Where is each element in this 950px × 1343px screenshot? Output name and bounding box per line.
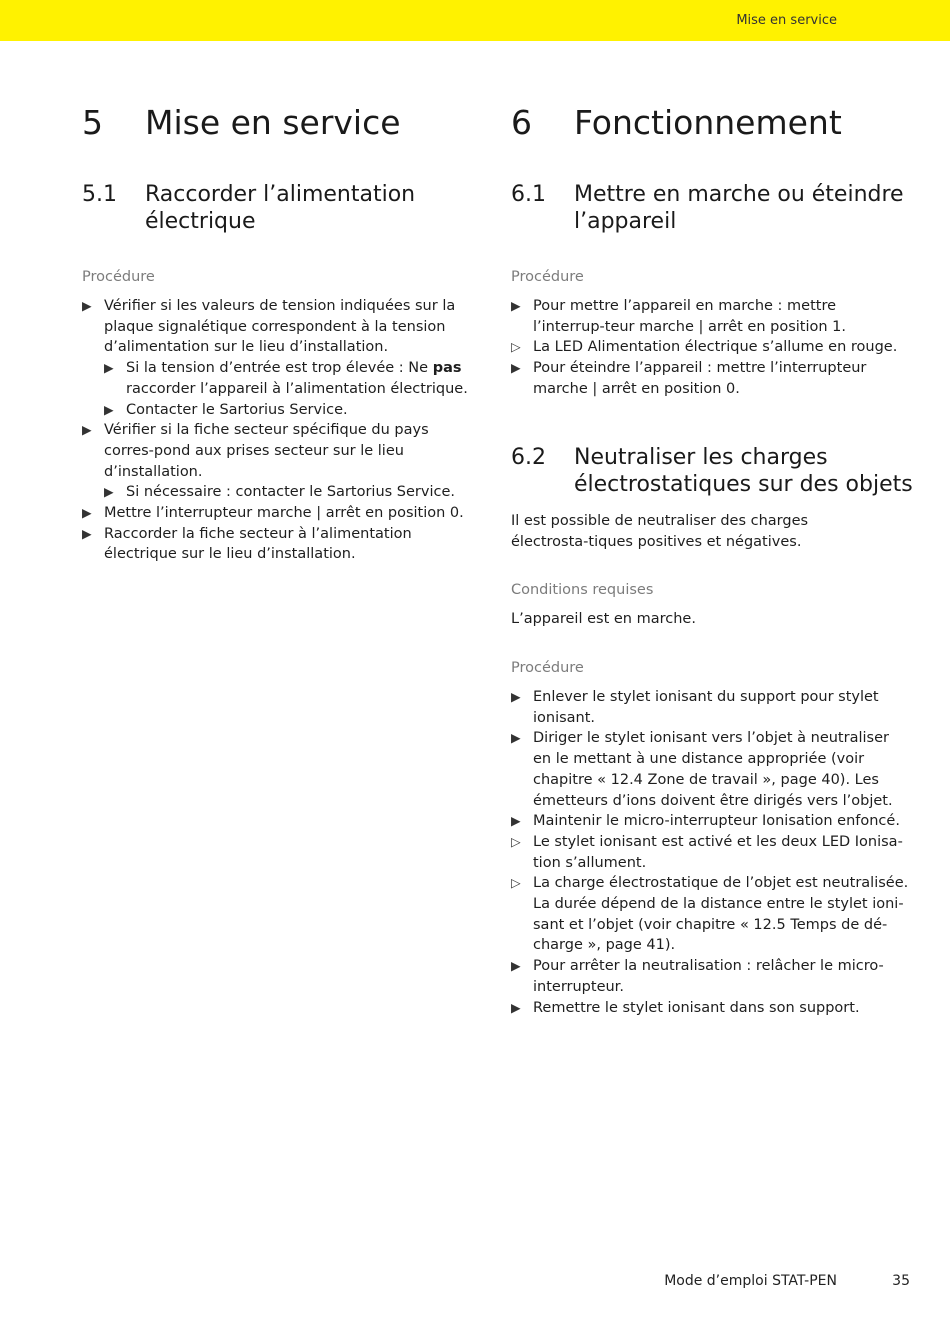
list-item (511, 956, 911, 997)
list-item-text: Pour mettre l’appareil en marche : mettre l’interrup-teur marche | arrêt en position 1. (533, 298, 847, 335)
section-title: Mettre en marche ou éteindre l’appareil (574, 182, 904, 234)
action-arrow-icon: ▶ (104, 360, 114, 376)
header-section-title: Mise en service (736, 13, 837, 28)
action-arrow-icon: ▶ (82, 422, 92, 438)
list-item (511, 998, 911, 1019)
action-arrow-icon: ▶ (511, 689, 521, 704)
list-item-text: Si nécessaire : contacter le Sartorius Service. (126, 484, 455, 501)
procedure-label: Procédure (82, 269, 155, 285)
list-item (511, 811, 911, 832)
section-number: 5.1 (82, 182, 117, 207)
action-arrow-icon: ▶ (104, 401, 114, 417)
action-arrow-icon: ▶ (511, 730, 521, 746)
list-item-text: Enlever le stylet ionisant du support pour stylet ionisant. (533, 689, 879, 726)
list-item (82, 482, 480, 503)
action-arrow-icon: ▶ (511, 298, 521, 313)
result-arrow-icon: ▷ (511, 833, 521, 849)
procedure-list (511, 296, 909, 400)
section-title: Neutraliser les charges électrostatiques sur des objets (574, 445, 913, 497)
footer-document-title: Mode d’emploi STAT-PEN (664, 1273, 837, 1289)
list-item (82, 358, 480, 399)
list-item (511, 358, 909, 399)
list-item (82, 524, 480, 565)
action-arrow-icon: ▶ (82, 505, 92, 521)
conditions-label: Conditions requises (511, 582, 654, 598)
list-item-text: Si la tension d’entrée est trop élevée : Ne (126, 360, 433, 377)
list-item (82, 503, 480, 524)
list-item-text: Vérifier si les valeurs de tension indiquées sur la plaque signalétique correspondent à la tension d’alimentation sur le lieu d’installation. (104, 298, 456, 356)
action-arrow-icon: ▶ (511, 958, 521, 974)
list-item-text: Raccorder la fiche secteur à l’alimentation électrique sur le lieu d’installation. (104, 525, 412, 563)
action-arrow-icon: ▶ (511, 813, 521, 829)
chapter-number: 6 (511, 103, 532, 142)
section-number: 6.1 (511, 182, 546, 207)
list-item (511, 832, 911, 873)
list-item-text: Remettre le stylet ionisant dans son support. (533, 999, 860, 1016)
list-item-text: raccorder l’appareil à l’alimentation électrique. (126, 380, 468, 397)
list-item-text: Vérifier si la fiche secteur spécifique du pays corres-pond aux prises secteur sur le lieu d’installation. (104, 422, 429, 480)
procedure-list (82, 296, 480, 565)
emphasis-text: pas (432, 360, 462, 377)
list-item (82, 400, 480, 421)
list-item (511, 337, 909, 358)
page-number: 35 (892, 1273, 910, 1289)
list-item-text: Pour arrêter la neutralisation : relâcher le micro-interrupteur. (533, 958, 884, 995)
list-item (511, 728, 911, 811)
result-arrow-icon: ▷ (511, 339, 521, 355)
result-arrow-icon: ▷ (511, 875, 521, 891)
list-item-text: Pour éteindre l’appareil : mettre l’interrupteur marche | arrêt en position 0. (533, 360, 867, 397)
action-arrow-icon: ▶ (82, 298, 92, 313)
chapter-number: 5 (82, 103, 103, 142)
list-item-text: La LED Alimentation électrique s’allume en rouge. (533, 339, 898, 356)
list-item (511, 687, 911, 728)
list-item-text: Le stylet ionisant est activé et les deux LED Ionisa-tion s’allument. (533, 833, 903, 871)
list-item (82, 296, 480, 358)
procedure-label: Procédure (511, 660, 584, 676)
action-arrow-icon: ▶ (82, 525, 92, 541)
action-arrow-icon: ▶ (511, 360, 521, 376)
action-arrow-icon: ▶ (511, 999, 521, 1015)
chapter-title: Fonctionnement (574, 103, 842, 142)
list-item (82, 420, 480, 482)
action-arrow-icon: ▶ (104, 484, 114, 500)
list-item (511, 296, 909, 337)
list-item-text: Contacter le Sartorius Service. (126, 401, 348, 418)
header-bar (0, 0, 950, 41)
chapter-title: Mise en service (145, 103, 401, 142)
section-intro: Il est possible de neutraliser des charges électrosta-tiques positives et négatives. (511, 513, 809, 550)
section-title: Raccorder l’alimentation électrique (145, 182, 416, 234)
list-item-text: Mettre l’interrupteur marche | arrêt en position 0. (104, 505, 464, 522)
list-item (511, 873, 911, 956)
conditions-text: L’appareil est en marche. (511, 611, 696, 627)
list-item-text: La charge électrostatique de l’objet est neutralisée. La durée dépend de la distance entre le stylet ioni-sant et l’objet (voir chapitre « 12.5 Temps de dé-charge », page 41). (533, 875, 909, 954)
list-item-text: Maintenir le micro-interrupteur Ionisation enfoncé. (533, 813, 900, 830)
procedure-list (511, 687, 911, 1018)
procedure-label: Procédure (511, 269, 584, 285)
list-item-text: Diriger le stylet ionisant vers l’objet à neutraliser en le mettant à une distance appropriée (voir chapitre « 12.4 Zone de travail », page 40). Les émetteurs d’ions doivent être dirigés vers l’objet. (533, 730, 893, 809)
section-number: 6.2 (511, 445, 546, 470)
